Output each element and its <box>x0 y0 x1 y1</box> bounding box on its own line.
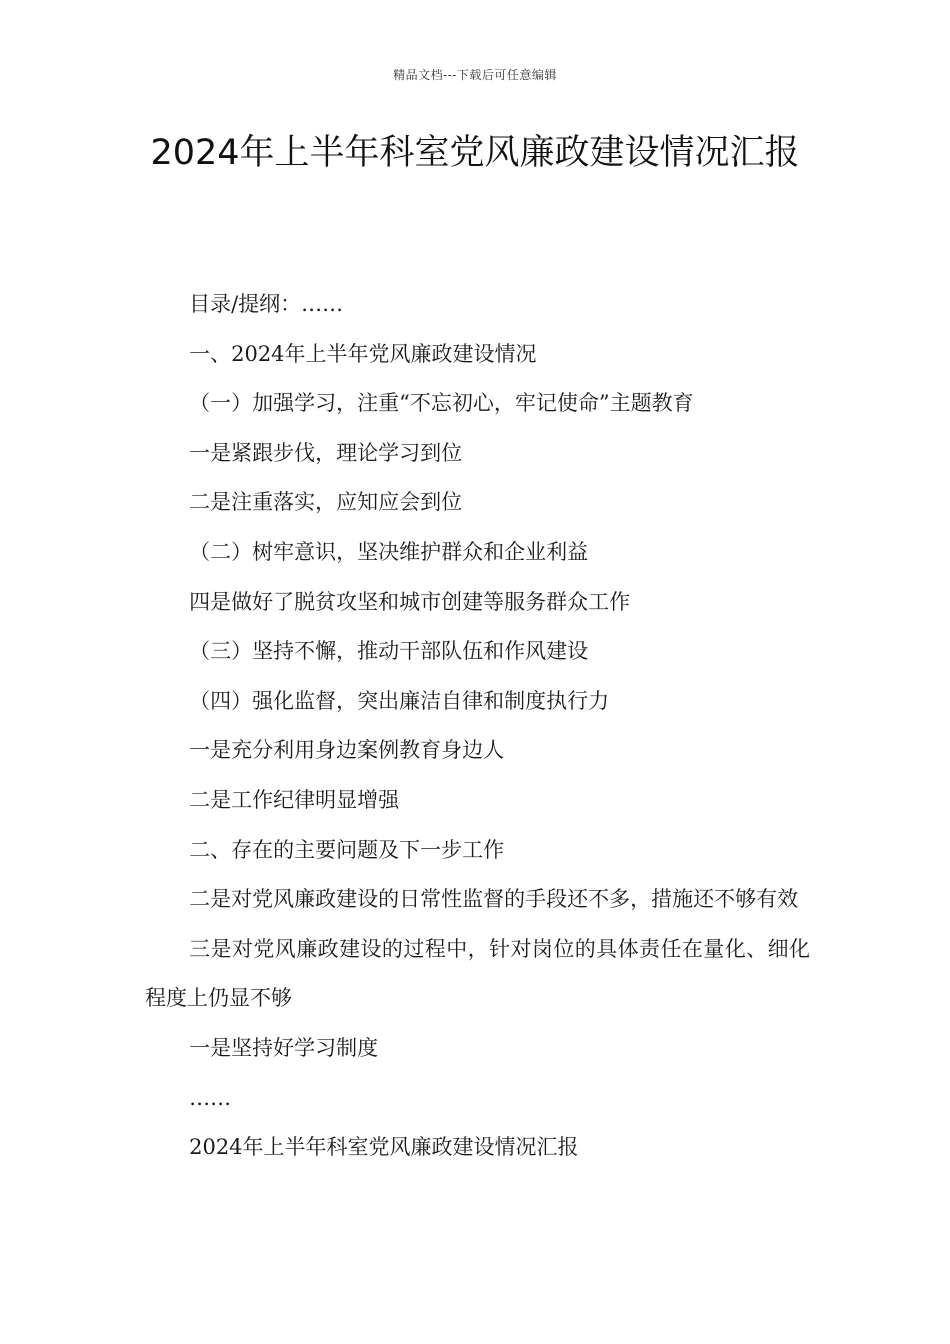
paragraph-ellipsis: …… <box>189 1085 232 1110</box>
paragraph-subsection-2: （二）树牢意识，坚决维护群众和企业利益 <box>189 539 589 564</box>
paragraph-item: 二是工作纪律明显增强 <box>189 787 400 812</box>
document-title: 2024年上半年科室党风廉政建设情况汇报 <box>150 133 800 173</box>
paragraph-item: 二是对党风廉政建设的日常性监督的手段还不多，措施还不够有效 <box>189 887 799 912</box>
paragraph-subsection-4: （四）强化监督，突出廉洁自律和制度执行力 <box>189 688 610 713</box>
paragraph-item: 一是充分利用身边案例教育身边人 <box>189 738 505 763</box>
paragraph-report-title: 2024年上半年科室党风廉政建设情况汇报 <box>189 1135 579 1160</box>
paragraph-section-2: 二、存在的主要问题及下一步工作 <box>189 837 505 862</box>
document-body <box>145 280 810 1173</box>
paragraph-item: 一是坚持好学习制度 <box>189 1035 379 1060</box>
paragraph-section-1: 一、2024年上半年党风廉政建设情况 <box>189 341 537 366</box>
paragraph-outline: 目录/提纲：…… <box>189 292 344 316</box>
paragraph-item: 四是做好了脱贫攻坚和城市创建等服务群众工作 <box>189 589 631 614</box>
paragraph-item: 一是紧跟步伐，理论学习到位 <box>189 440 463 465</box>
paragraph-subsection-3: （三）坚持不懈，推动干部队伍和作风建设 <box>189 639 589 664</box>
header-note: 精品文档---下载后可任意编辑 <box>393 68 557 82</box>
paragraph-item: 二是注重落实，应知应会到位 <box>189 490 463 515</box>
paragraph-subsection-1: （一）加强学习，注重“不忘初心，牢记使命”主题教育 <box>189 391 694 416</box>
paragraph-item: 三是对党风廉政建设的过程中，针对岗位的具体责任在量化、细化程度上仍显不够 <box>145 936 810 1011</box>
